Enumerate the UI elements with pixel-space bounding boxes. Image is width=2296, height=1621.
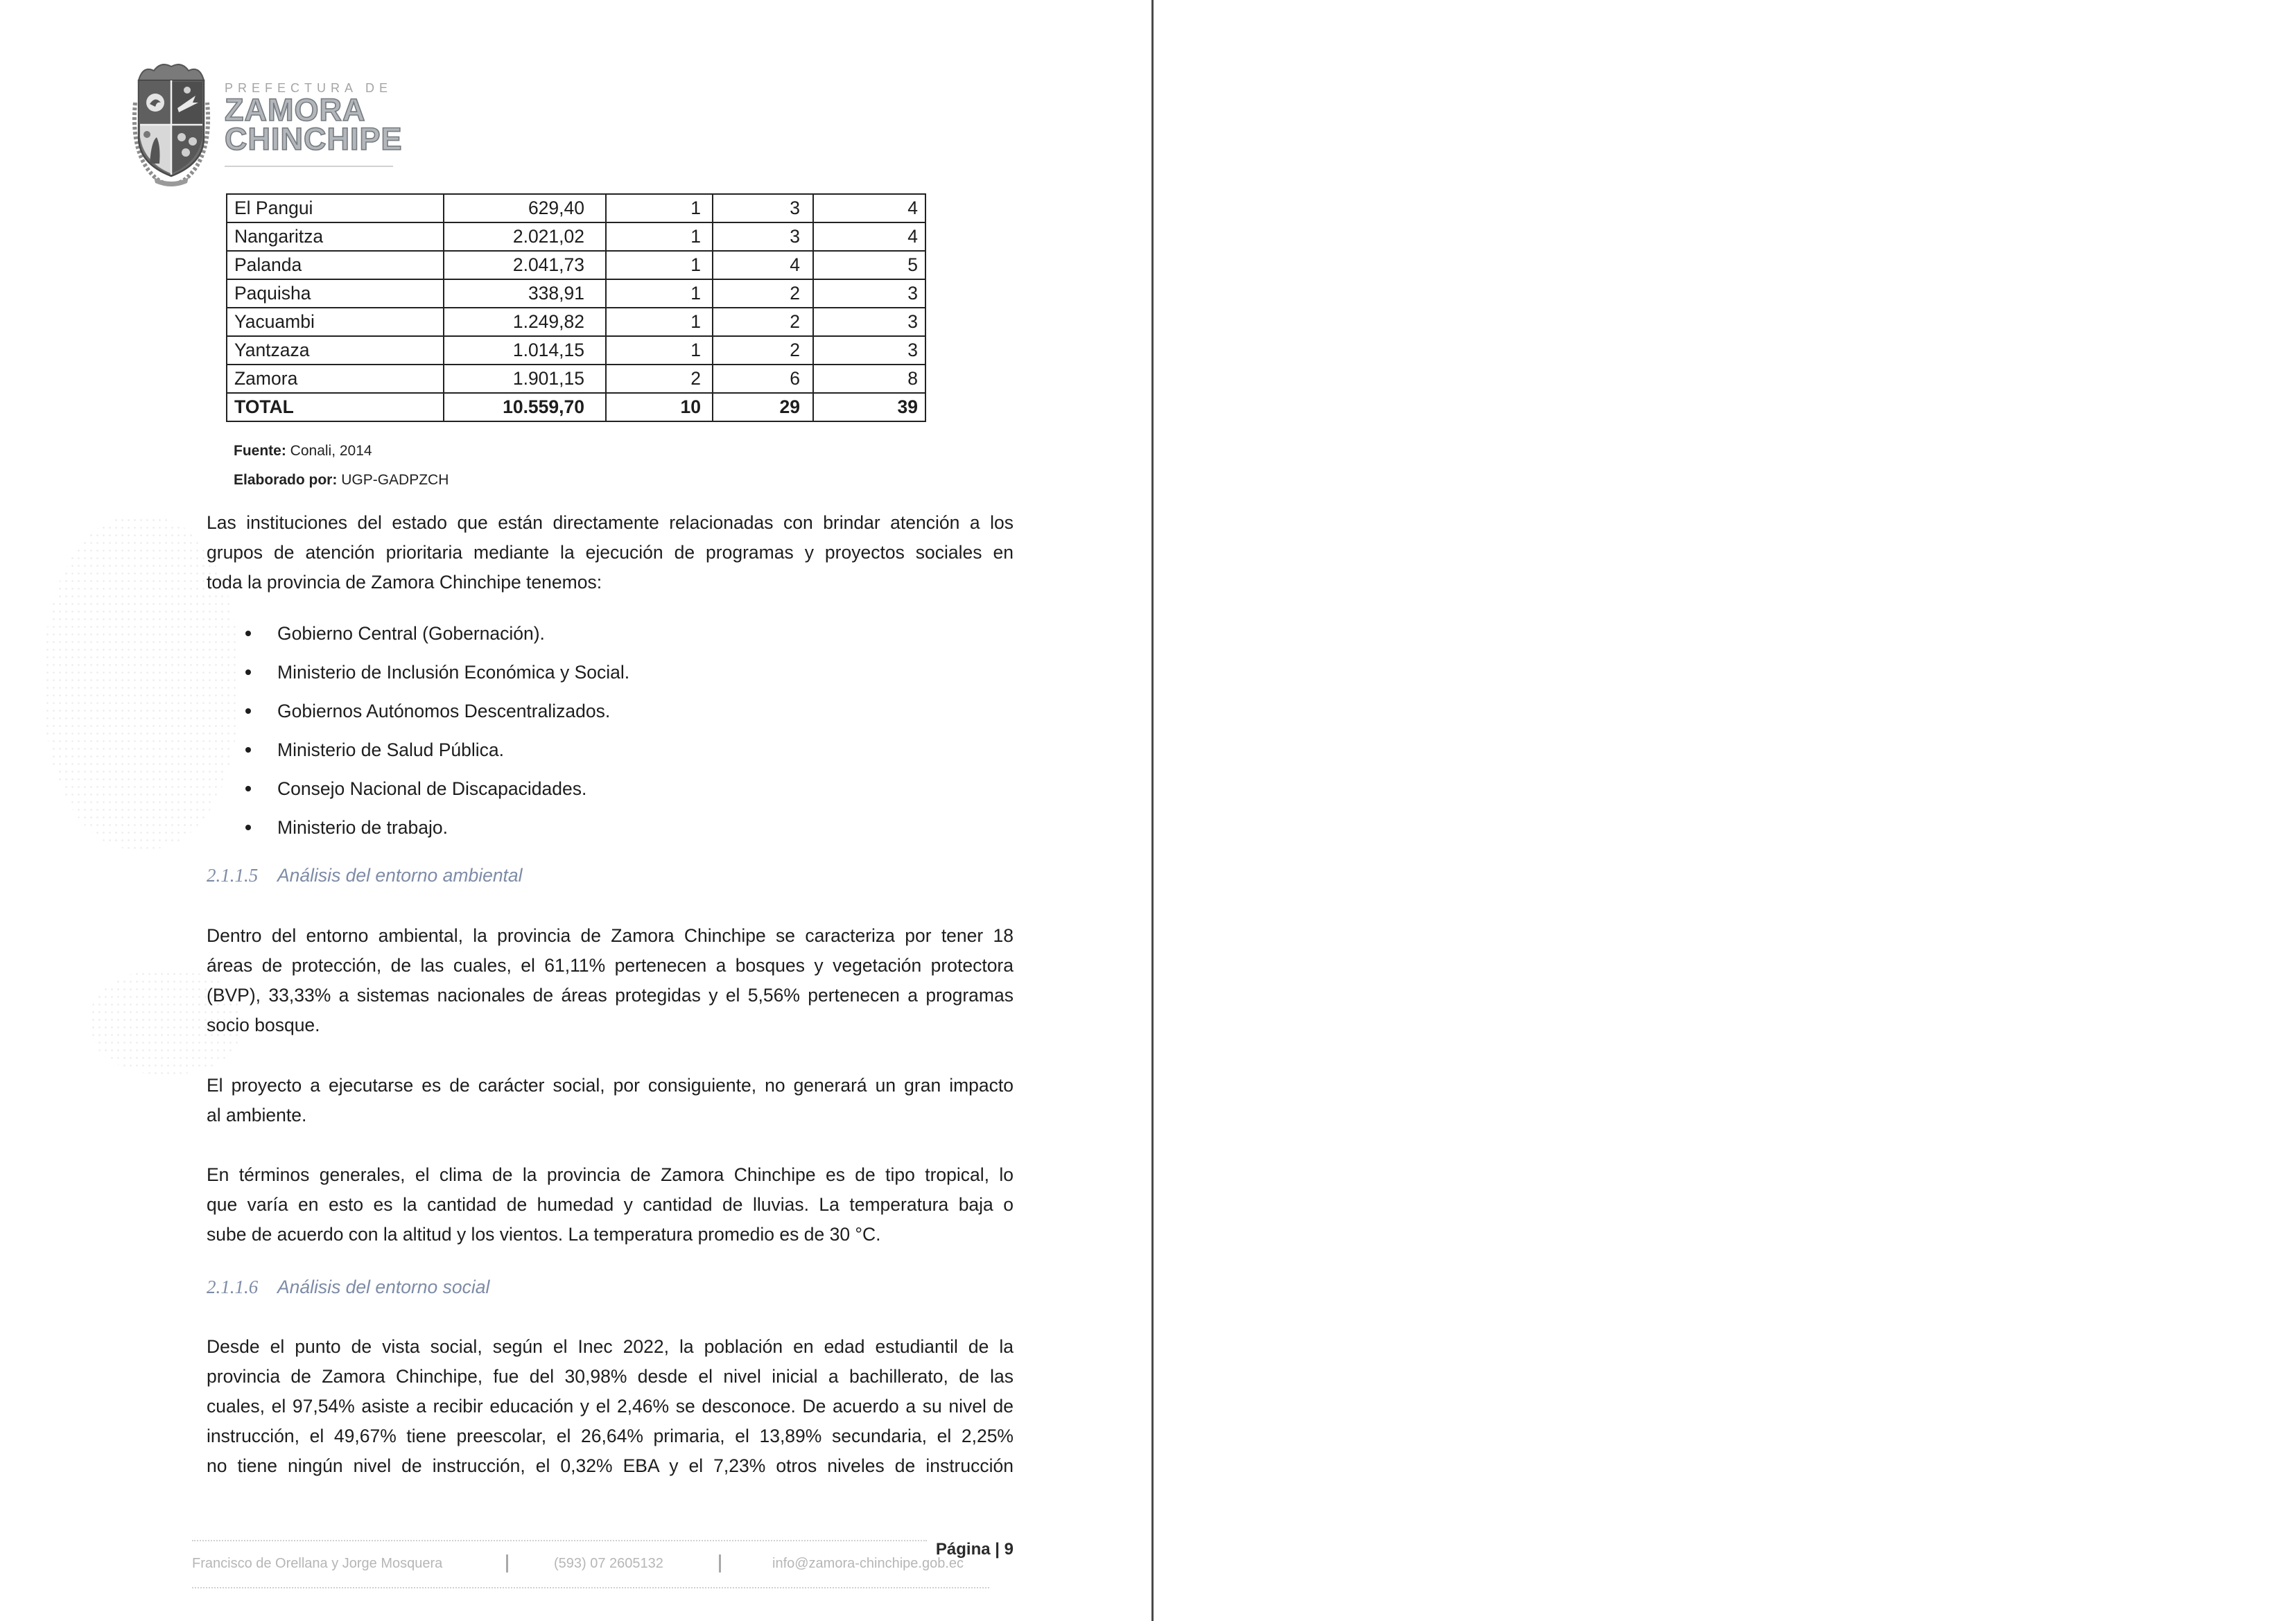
paragraph-line: al ambiente. <box>207 1105 307 1125</box>
table-author <box>234 470 449 491</box>
count-cell: 1 <box>606 222 713 251</box>
count-cell: 8 <box>813 365 925 393</box>
count-cell: 3 <box>713 222 813 251</box>
list-item-text: Ministerio de Inclusión Económica y Social. <box>277 662 630 683</box>
social-paragraph-1 <box>207 1332 1014 1481</box>
list-item <box>207 692 1014 730</box>
logo-title-chinchipe: CHINCHIPE <box>225 121 403 157</box>
count-cell: 1 <box>606 194 713 222</box>
value-cell: 2.021,02 <box>444 222 606 251</box>
count-cell: 5 <box>813 251 925 279</box>
intro-paragraph <box>207 508 1014 597</box>
count-cell: 1 <box>606 279 713 308</box>
source-value: Conali, 2014 <box>290 443 372 459</box>
total-count-cell: 39 <box>813 393 925 421</box>
list-item-text: Gobierno Central (Gobernación). <box>277 623 545 644</box>
paragraph-line: no tiene ningún nivel de instrucción, el 0,32% EBA y el 7,23% otros niveles de instrucción <box>207 1455 1014 1476</box>
count-cell: 1 <box>606 251 713 279</box>
count-cell: 2 <box>713 336 813 365</box>
count-cell: 2 <box>713 308 813 336</box>
table-row <box>227 194 925 222</box>
section-title: Análisis del entorno ambiental <box>277 865 523 886</box>
list-item <box>207 769 1014 808</box>
canton-cell: Nangaritza <box>227 222 444 251</box>
paragraph-line: provincia de Zamora Chinchipe, fue del 30,98% desde el nivel inicial a bachillerato, de las <box>207 1366 1014 1387</box>
logo-underline <box>225 166 393 167</box>
footer-phone: (593) 07 2605132 <box>554 1556 663 1571</box>
paragraph-line: El proyecto a ejecutarse es de carácter social, por consiguiente, no generará un gran impacto <box>207 1075 1014 1096</box>
ambiental-paragraph-3 <box>207 1160 1014 1250</box>
page-number: Página | 9 <box>935 1540 1014 1559</box>
footer-rule-bottom <box>192 1587 989 1588</box>
header-logo <box>129 60 406 193</box>
count-cell: 2 <box>713 279 813 308</box>
ambiental-paragraph-1 <box>207 921 1014 1040</box>
paragraph-line: cuales, el 97,54% asiste a recibir educación y el 2,46% se desconoce. De acuerdo a su nivel de <box>207 1396 1014 1417</box>
paragraph-line: áreas de protección, de las cuales, el 61,11% pertenecen a bosques y vegetación protectora <box>207 955 1014 976</box>
value-cell: 2.041,73 <box>444 251 606 279</box>
paragraph-line: Dentro del entorno ambiental, la provincia de Zamora Chinchipe se caracteriza por tener 18 <box>207 925 1014 946</box>
author-label: Elaborado por: <box>234 472 338 488</box>
table-row <box>227 279 925 308</box>
author-value: UGP-GADPZCH <box>341 472 449 488</box>
list-item <box>207 653 1014 692</box>
coat-of-arms-icon <box>129 60 214 191</box>
canton-cell: El Pangui <box>227 194 444 222</box>
paragraph-line: socio bosque. <box>207 1015 320 1035</box>
paragraph-line: (BVP), 33,33% a sistemas nacionales de áreas protegidas y el 5,56% pertenecen a programas <box>207 985 1014 1006</box>
canton-cell: Palanda <box>227 251 444 279</box>
table-row <box>227 365 925 393</box>
list-item <box>207 730 1014 769</box>
section-number: 2.1.1.5 <box>207 865 259 886</box>
paragraph-line: toda la provincia de Zamora Chinchipe tenemos: <box>207 572 602 593</box>
paragraph-line: que varía en esto es la cantidad de humedad y cantidad de lluvias. La temperatura baja o <box>207 1194 1014 1215</box>
paragraph-line: instrucción, el 49,67% tiene preescolar, el 26,64% primaria, el 13,89% secundaria, el 2,25% <box>207 1426 1014 1446</box>
count-cell: 4 <box>813 222 925 251</box>
canton-cell: Yacuambi <box>227 308 444 336</box>
list-item-text: Ministerio de trabajo. <box>277 817 448 838</box>
count-cell: 4 <box>813 194 925 222</box>
paragraph-line: Desde el punto de vista social, según el Inec 2022, la población en edad estudiantil de la <box>207 1336 1014 1357</box>
count-cell: 1 <box>606 308 713 336</box>
section-heading-ambiental <box>207 861 1014 891</box>
list-item <box>207 614 1014 653</box>
section-title: Análisis del entorno social <box>277 1277 490 1297</box>
logo-title-zamora: ZAMORA <box>225 92 366 128</box>
table-row <box>227 336 925 365</box>
source-label: Fuente: <box>234 443 286 459</box>
canton-cell: Yantzaza <box>227 336 444 365</box>
count-cell: 3 <box>813 336 925 365</box>
footer-separator <box>719 1554 721 1572</box>
footer-address: Francisco de Orellana y Jorge Mosquera <box>192 1556 443 1571</box>
value-cell: 1.901,15 <box>444 365 606 393</box>
list-item-text: Consejo Nacional de Discapacidades. <box>277 778 587 799</box>
bullet-icon <box>245 786 251 791</box>
table-total-row <box>227 393 925 421</box>
table-row <box>227 251 925 279</box>
canton-cell: Paquisha <box>227 279 444 308</box>
bullet-icon <box>245 825 251 830</box>
page-divider <box>1151 0 1154 1621</box>
count-cell: 4 <box>713 251 813 279</box>
paragraph-line: sube de acuerdo con la altitud y los vientos. La temperatura promedio es de 30 °C. <box>207 1224 881 1245</box>
footer-email: info@zamora-chinchipe.gob.ec <box>772 1556 964 1571</box>
section-number: 2.1.1.6 <box>207 1277 259 1297</box>
bullet-icon <box>245 631 251 636</box>
ambiental-paragraph-2 <box>207 1071 1014 1130</box>
canton-table <box>226 193 926 422</box>
institutions-list <box>207 614 1014 847</box>
value-cell: 1.249,82 <box>444 308 606 336</box>
count-cell: 3 <box>813 308 925 336</box>
count-cell: 2 <box>606 365 713 393</box>
count-cell: 6 <box>713 365 813 393</box>
total-value-cell: 10.559,70 <box>444 393 606 421</box>
logo-prefix: PREFECTURA DE <box>225 81 393 95</box>
paragraph-line: grupos de atención prioritaria mediante la ejecución de programas y proyectos sociales en <box>207 542 1014 563</box>
section-heading-social <box>207 1272 1014 1302</box>
list-item-text: Ministerio de Salud Pública. <box>277 739 505 760</box>
list-item <box>207 808 1014 847</box>
list-item-text: Gobiernos Autónomos Descentralizados. <box>277 701 611 721</box>
count-cell: 3 <box>713 194 813 222</box>
total-count-cell: 10 <box>606 393 713 421</box>
bullet-icon <box>245 708 251 714</box>
canton-cell: Zamora <box>227 365 444 393</box>
bullet-icon <box>245 669 251 675</box>
total-count-cell: 29 <box>713 393 813 421</box>
bullet-icon <box>245 747 251 753</box>
footer-separator <box>506 1554 508 1572</box>
count-cell: 1 <box>606 336 713 365</box>
paragraph-line: Las instituciones del estado que están directamente relacionadas con brindar atención a los <box>207 512 1014 533</box>
table-row <box>227 308 925 336</box>
value-cell: 629,40 <box>444 194 606 222</box>
paragraph-line: En términos generales, el clima de la provincia de Zamora Chinchipe es de tipo tropical, lo <box>207 1164 1014 1185</box>
count-cell: 3 <box>813 279 925 308</box>
table-row <box>227 222 925 251</box>
total-label-cell: TOTAL <box>227 393 444 421</box>
value-cell: 1.014,15 <box>444 336 606 365</box>
table-source <box>234 441 372 462</box>
value-cell: 338,91 <box>444 279 606 308</box>
